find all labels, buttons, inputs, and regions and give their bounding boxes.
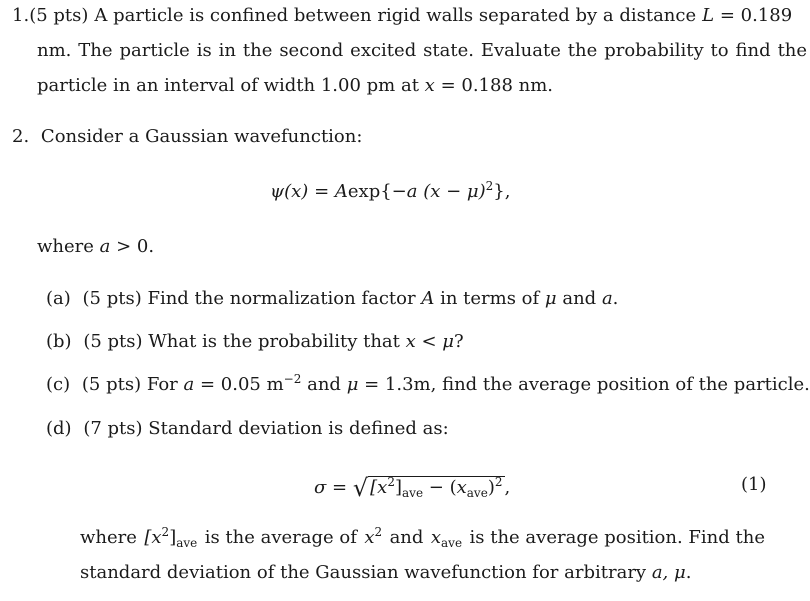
problem-1-line-3 [37, 75, 553, 97]
problem-1-pts: (5 pts) [29, 5, 89, 26]
part-d-pts: (7 pts) [83, 418, 143, 439]
part-c-var-a: a [183, 374, 195, 395]
part-a-text-3: and [562, 288, 597, 309]
part-a-var-a: a [601, 288, 613, 309]
problem-1-position-value: = 0.188 nm. [440, 75, 554, 96]
normalization-A: A [334, 181, 348, 202]
sigma-equals: = [332, 477, 348, 498]
problem-2-number: 2. [12, 126, 30, 147]
outer-exponent: 2 [494, 475, 503, 489]
paren-expression: (x − μ) [423, 181, 486, 202]
problem-1-var-L: L [702, 5, 715, 26]
problem-1-number: 1. [12, 5, 30, 26]
where-var-a: a [99, 236, 111, 257]
where-label: where [37, 236, 94, 257]
psi-symbol: ψ [270, 181, 285, 202]
final-ave-subscript-2: ave [441, 536, 463, 550]
final-x: x [364, 527, 375, 548]
bracket-close: ] [394, 477, 403, 498]
paren-close: ) [487, 477, 495, 498]
part-b-inequality: x < μ [405, 331, 454, 352]
part-c-var-mu: μ [346, 374, 359, 395]
part-c-pts: (5 pts) [81, 374, 142, 395]
part-c [46, 374, 810, 396]
part-d-label: (d) [46, 418, 72, 439]
problem-1-line-1 [12, 5, 793, 27]
final-text-3: is the average position. Find the [469, 527, 765, 548]
square-root-icon: √ $[x^2]_{ave} - (x_{ave})^2$ [352, 474, 503, 502]
part-a-text-1: Find the normalization factor [147, 288, 416, 309]
final-line-2-vars: a, μ [651, 562, 686, 583]
final-exponent-1: 2 [161, 525, 170, 539]
equals-sign: = [314, 181, 330, 202]
final-bracket-close: ] [169, 527, 177, 548]
ave-subscript-1: ave [402, 486, 424, 500]
part-a-pts: (5 pts) [82, 288, 142, 309]
exp-function: exp [347, 181, 381, 202]
part-b-question-mark: ? [454, 331, 464, 352]
final-and: and [389, 527, 424, 548]
sigma-symbol: σ [314, 477, 327, 498]
problem-2-intro-text: Consider a Gaussian wavefunction: [40, 126, 363, 147]
final-line-2 [80, 562, 691, 584]
brace-open: {− [380, 181, 407, 202]
final-ave-subscript-1: ave [176, 536, 198, 550]
param-a: a [406, 181, 418, 202]
problem-1-var-x: x [424, 75, 435, 96]
part-c-for: For [146, 374, 178, 395]
final-where: where [80, 527, 137, 548]
part-b-text: What is the probability that [148, 331, 400, 352]
equation-number: (1) [741, 474, 767, 495]
part-a-text-2: in terms of [440, 288, 540, 309]
final-x-ave: x [430, 527, 442, 548]
final-line-1 [80, 527, 765, 549]
part-c-and: and [307, 374, 341, 395]
part-b-pts: (5 pts) [83, 331, 143, 352]
part-a-period: . [612, 288, 619, 309]
problem-2-intro [12, 126, 362, 148]
part-a-var-mu: μ [544, 288, 557, 309]
problem-1-text-a: A particle is confined between rigid walls separated by a distance [94, 5, 697, 26]
part-a [46, 288, 618, 310]
part-d-text: Standard deviation is defined as: [148, 418, 449, 439]
exponent-2: 2 [485, 179, 494, 193]
psi-arg: (x) [284, 181, 309, 202]
part-c-label: (c) [46, 374, 71, 395]
x-squared-exponent: 2 [387, 475, 395, 489]
problem-1-length-value: = 0.189 [719, 5, 793, 26]
where-condition [37, 236, 154, 258]
part-c-value-a: = 0.05 m [199, 374, 284, 395]
problem-1-line-2: nm. The particle is in the second excited state. Evaluate the probability to find the [37, 40, 808, 61]
minus-paren: − ( [423, 477, 457, 498]
part-a-label: (a) [46, 288, 71, 309]
x-squared-bracket: [x [370, 477, 388, 498]
problem-1-line-3-text: particle in an interval of width 1.00 pm at [37, 75, 419, 96]
where-rest: > 0. [116, 236, 155, 257]
part-a-var-A: A [421, 288, 435, 309]
part-b-label: (b) [46, 331, 72, 352]
part-c-value-mu: = 1.3m, find the average position of the particle. [364, 374, 810, 395]
sigma-comma: , [504, 477, 511, 498]
final-text-1: is the average of [204, 527, 357, 548]
final-line-2-text: standard deviation of the Gaussian wavefunction for arbitrary [80, 562, 647, 583]
standard-deviation-equation [314, 474, 511, 502]
final-x-bracket: [x [144, 527, 162, 548]
brace-close: }, [493, 181, 511, 202]
part-c-unit-exponent: −2 [283, 372, 302, 386]
part-b [46, 331, 464, 353]
final-line-2-period: . [685, 562, 692, 583]
x-ave-var: x [456, 477, 467, 498]
ave-subscript-2: ave [466, 486, 488, 500]
part-d [46, 418, 449, 440]
gaussian-wavefunction-equation [270, 181, 510, 203]
final-exponent-2: 2 [374, 525, 383, 539]
